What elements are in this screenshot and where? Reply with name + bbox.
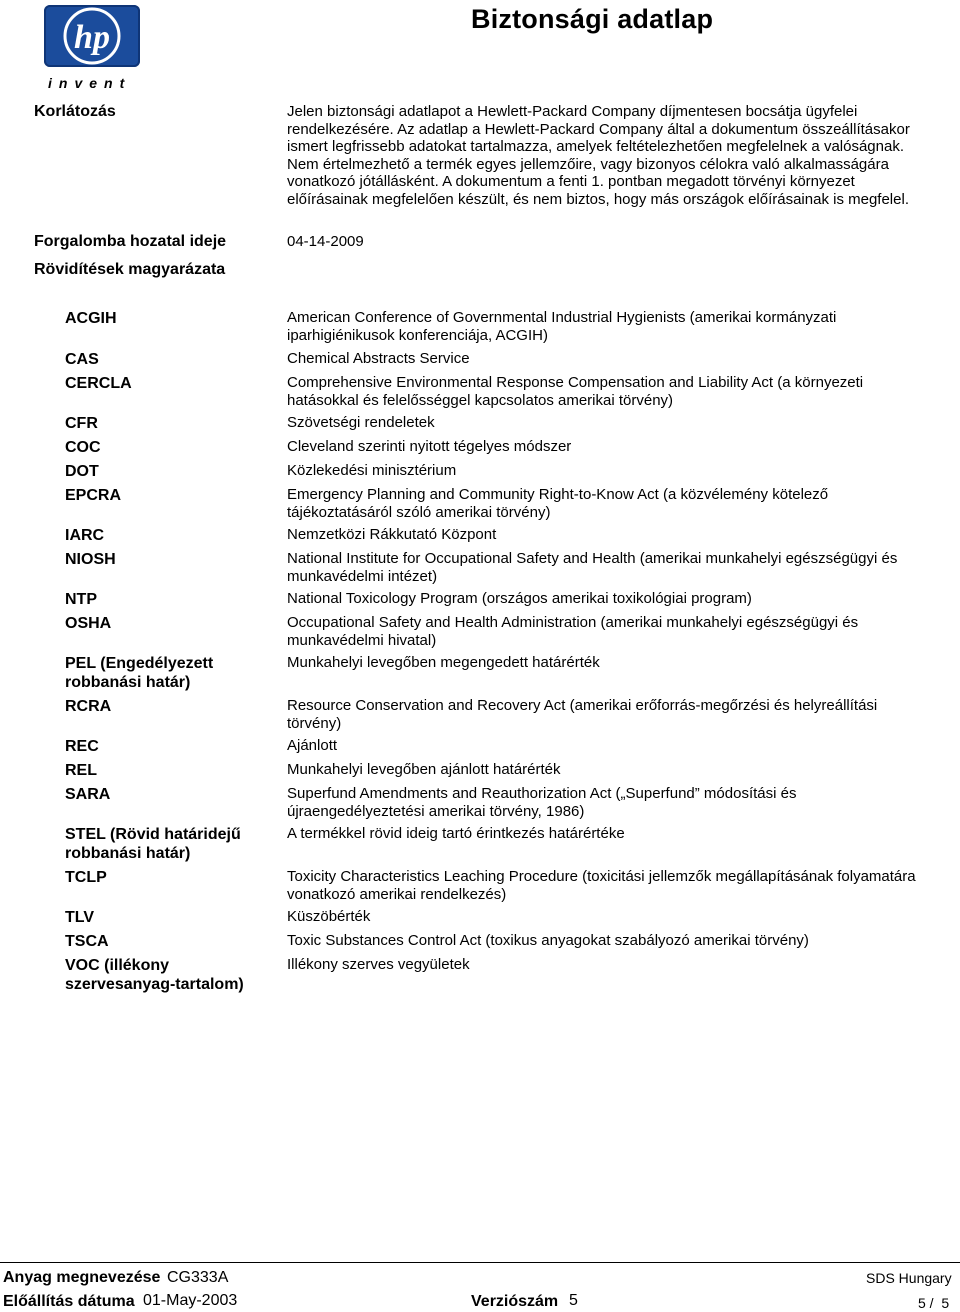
restriction-text: Jelen biztonsági adatlapot a Hewlett-Packard Company díjmentesen bocsátja ügyfelei rendelkezésére. Az adatlap a Hewlett-Packard Company által a dokumentum összeállításakor ismert legfrissebb adatokat tartalmazza, amelyek feltételezhetően megfelelnek a valóságnak. Nem értelmezhető a termék egyes jellemzőire, vagy bizonyos célokra való alkalmasságára vonatkozó jótállásként. A dokumentum a fenti 1. pontban megadott törvényi környezet előírásainak megfelelően készült, és nem biztos, hogy más országok előírásainak is megfelel. xyxy=(287,103,910,208)
abbreviation-definition: National Toxicology Program (országos amerikai toxikológiai program) xyxy=(287,590,752,607)
abbreviation-definition: Ajánlott xyxy=(287,737,338,754)
preparation-date-label: Előállítás dátuma xyxy=(3,1293,135,1310)
footer-divider xyxy=(0,1262,960,1263)
abbreviation-definition: Superfund Amendments and Reauthorization Act („Superfund” módosítási és újraengedélyeztetési amerikai törvény, 1986) xyxy=(287,785,797,820)
abbreviation-term: TSCA xyxy=(65,933,109,950)
abbreviation-term: TLV xyxy=(65,909,95,926)
abbreviation-definition: Illékony szerves vegyületek xyxy=(287,956,470,973)
abbreviation-definition: Comprehensive Environmental Response Compensation and Liability Act (a környezeti hatásokkal és felelősséggel kapcsolatos amerikai törvény) xyxy=(287,374,864,409)
document-title: Biztonsági adatlap xyxy=(471,4,714,34)
abbreviation-term: DOT xyxy=(65,463,99,480)
abbreviation-definition: Küszöbérték xyxy=(287,908,371,925)
abbreviation-definition: Munkahelyi levegőben megengedett határérték xyxy=(287,654,600,671)
abbreviation-definition: Chemical Abstracts Service xyxy=(287,350,470,367)
abbreviation-term: IARC xyxy=(65,527,105,544)
abbreviation-definition: Közlekedési minisztérium xyxy=(287,462,457,479)
abbreviation-definition: Toxic Substances Control Act (toxikus anyagokat szabályozó amerikai törvény) xyxy=(287,932,809,949)
abbreviation-term: ACGIH xyxy=(65,310,117,327)
abbreviation-definition: Cleveland szerinti nyitott tégelyes módszer xyxy=(287,438,572,455)
restriction-label: Korlátozás xyxy=(34,103,116,120)
sds-region: SDS Hungary xyxy=(866,1270,952,1286)
abbreviation-definition: National Institute for Occupational Safety and Health (amerikai munkahelyi egészségügyi és munkavédelmi intézet) xyxy=(287,550,898,585)
abbreviations-heading: Rövidítések magyarázata xyxy=(34,261,226,278)
abbreviation-term: STEL (Rövid határidejű robbanási határ) xyxy=(65,826,241,862)
abbreviation-definition: Toxicity Characteristics Leaching Procedure (toxicitási jellemzők megállapításának folyamatára vonatkozó amerikai rendelkezés) xyxy=(287,868,916,903)
abbreviation-definition: A termékkel rövid ideig tartó érintkezés határértéke xyxy=(287,825,625,842)
abbreviation-term: REC xyxy=(65,738,99,755)
page-number: 5 / 5 xyxy=(918,1295,950,1311)
abbreviation-term: TCLP xyxy=(65,869,107,886)
abbreviation-term: VOC (illékony szervesanyag-tartalom) xyxy=(65,957,244,993)
abbreviation-definition: Occupational Safety and Health Administration (amerikai munkahelyi egészségügyi és munkavédelmi hivatal) xyxy=(287,614,859,649)
abbreviation-term: NTP xyxy=(65,591,97,608)
release-date-value: 04-14-2009 xyxy=(287,233,364,250)
hp-logo-symbol xyxy=(44,5,140,67)
abbreviation-term: CFR xyxy=(65,415,98,432)
hp-logo-letters: hp xyxy=(74,19,110,56)
abbreviation-term: REL xyxy=(65,762,97,779)
version-label: Verziószám xyxy=(471,1293,559,1310)
abbreviation-term: CERCLA xyxy=(65,375,132,392)
abbreviation-definition: Emergency Planning and Community Right-to-Know Act (a közvélemény kötelező tájékoztatásáról szóló amerikai törvény) xyxy=(287,486,829,521)
abbreviation-definition: Szövetségi rendeletek xyxy=(287,414,435,431)
abbreviation-definition: American Conference of Governmental Industrial Hygienists (amerikai kormányzati iparhigiénikusok konferenciája, ACGIH) xyxy=(287,309,837,344)
abbreviation-term: CAS xyxy=(65,351,99,368)
abbreviation-definition: Resource Conservation and Recovery Act (amerikai erőforrás-megőrzési és helyreállítási törvény) xyxy=(287,697,878,732)
abbreviation-term: COC xyxy=(65,439,101,456)
preparation-date-value: 01-May-2003 xyxy=(143,1292,238,1309)
abbreviation-term: OSHA xyxy=(65,615,112,632)
version-value: 5 xyxy=(569,1292,578,1309)
abbreviation-definition: Munkahelyi levegőben ajánlott határérték xyxy=(287,761,561,778)
abbreviation-definition: Nemzetközi Rákkutató Központ xyxy=(287,526,497,543)
abbreviation-term: EPCRA xyxy=(65,487,122,504)
hp-logo xyxy=(44,5,140,89)
abbreviation-term: PEL (Engedélyezett robbanási határ) xyxy=(65,655,214,691)
product-name-value: CG333A xyxy=(167,1269,229,1286)
product-name-label: Anyag megnevezése xyxy=(3,1269,161,1286)
release-date-label: Forgalomba hozatal ideje xyxy=(34,233,227,250)
hp-logo-tagline: invent xyxy=(48,75,132,91)
abbreviation-term: NIOSH xyxy=(65,551,116,568)
abbreviation-term: RCRA xyxy=(65,698,112,715)
hp-logo-mark xyxy=(44,5,140,67)
abbreviation-term: SARA xyxy=(65,786,111,803)
